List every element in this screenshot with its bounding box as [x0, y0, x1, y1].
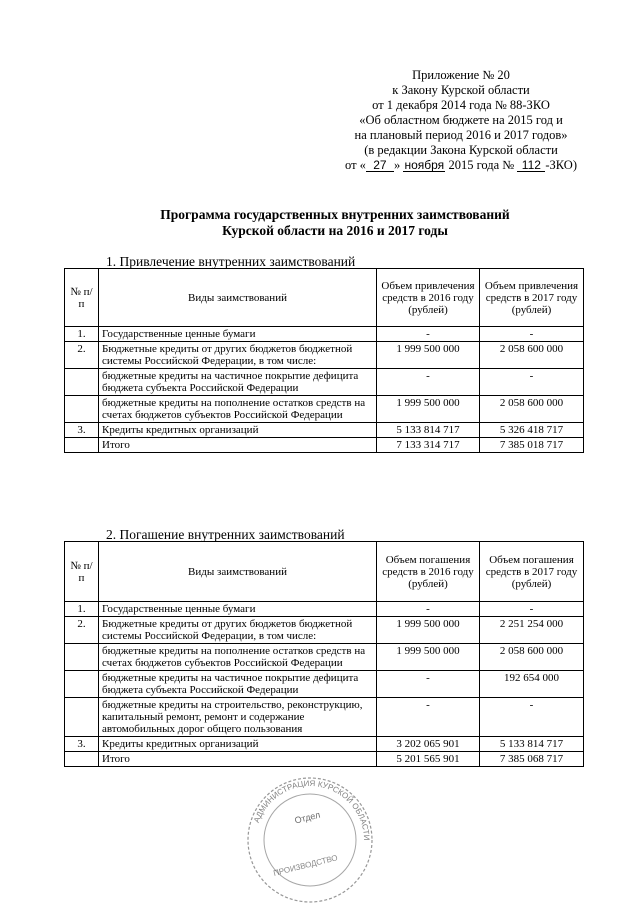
row-num [65, 396, 99, 423]
appendix-date-suffix: -ЗКО) [545, 158, 577, 172]
row-2017: - [480, 602, 584, 617]
row-kind: бюджетные кредиты на пополнение остатков средств на счетах бюджетов субъектов Российской Федерации [99, 644, 377, 671]
table-header-row [65, 542, 584, 602]
table-header-row [65, 269, 584, 327]
row-num: 3. [65, 737, 99, 752]
row-num [65, 369, 99, 396]
row-num [65, 698, 99, 737]
header-2017: Объем погашения средств в 2017 году (рублей) [480, 542, 584, 602]
row-2016: - [377, 602, 480, 617]
row-num: 2. [65, 617, 99, 644]
table-row [65, 602, 584, 617]
row-kind: Итого [99, 438, 377, 453]
row-2016: - [377, 671, 480, 698]
repayment-table [64, 541, 584, 767]
row-2017: 5 326 418 717 [480, 423, 584, 438]
table-row [65, 617, 584, 644]
row-kind: бюджетные кредиты на частичное покрытие дефицита бюджета субъекта Российской Федерации [99, 671, 377, 698]
header-2017: Объем привлечения средств в 2017 году (рублей) [480, 269, 584, 327]
row-2016: 5 201 565 901 [377, 752, 480, 767]
row-2017: 192 654 000 [480, 671, 584, 698]
row-2017: - [480, 327, 584, 342]
table-row [65, 737, 584, 752]
stamp-number-text: ПРОИЗВОДСТВО [272, 853, 339, 878]
row-kind: бюджетные кредиты на строительство, реконструкцию, капитальный ремонт, ремонт и содержание автомобильных дорог общего пользования [99, 698, 377, 737]
row-2016: 3 202 065 901 [377, 737, 480, 752]
header-2016: Объем погашения средств в 2016 году (рублей) [377, 542, 480, 602]
appendix-date-year: 2015 года № [445, 158, 518, 172]
row-num [65, 438, 99, 453]
row-2016: 5 133 814 717 [377, 423, 480, 438]
row-num [65, 644, 99, 671]
stamp-ring-text: АДМИНИСТРАЦИЯ КУРСКОЙ ОБЛАСТИ [252, 778, 372, 841]
row-2016: 1 999 500 000 [377, 396, 480, 423]
row-2016: - [377, 327, 480, 342]
appendix-date-prefix: от « [345, 158, 366, 172]
row-kind: бюджетные кредиты на частичное покрытие дефицита бюджета субъекта Российской Федерации [99, 369, 377, 396]
row-2016: 1 999 500 000 [377, 617, 480, 644]
appendix-line-6: (в редакции Закона Курской области [364, 143, 558, 157]
header-2016: Объем привлечения средств в 2016 году (рублей) [377, 269, 480, 327]
row-2016: - [377, 369, 480, 396]
row-kind: Государственные ценные бумаги [99, 327, 377, 342]
document-title [80, 207, 590, 239]
appendix-line-2: к Закону Курской области [392, 83, 530, 97]
row-2017: 5 133 814 717 [480, 737, 584, 752]
appendix-law-number: 112 [517, 159, 545, 172]
row-num [65, 752, 99, 767]
row-num: 1. [65, 602, 99, 617]
title-line-1: Программа государственных внутренних заимствований [160, 207, 510, 222]
table-total-row [65, 752, 584, 767]
row-2017: 2 058 600 000 [480, 396, 584, 423]
table-row [65, 342, 584, 369]
row-kind: Бюджетные кредиты от других бюджетов бюджетной системы Российской Федерации, в том числе: [99, 617, 377, 644]
row-kind: бюджетные кредиты на пополнение остатков средств на счетах бюджетов субъектов Российской Федерации [99, 396, 377, 423]
stamp-inner-ring [264, 794, 356, 886]
row-num: 3. [65, 423, 99, 438]
appendix-line-3: от 1 декабря 2014 года № 88-ЗКО [372, 98, 550, 112]
table-row [65, 369, 584, 396]
table-row [65, 423, 584, 438]
appendix-line-5: на плановый период 2016 и 2017 годов» [354, 128, 568, 142]
stamp-outer-ring [248, 778, 372, 902]
row-num: 2. [65, 342, 99, 369]
row-2016: 1 999 500 000 [377, 644, 480, 671]
table-row [65, 644, 584, 671]
appendix-date-month: ноября [404, 158, 445, 172]
section-1-heading: 1. Привлечение внутренних заимствований [106, 254, 356, 269]
row-2017: 7 385 018 717 [480, 438, 584, 453]
section-2-heading: 2. Погашение внутренних заимствований [106, 527, 345, 542]
appendix-date-day: 27 [366, 159, 394, 172]
row-2017: 2 251 254 000 [480, 617, 584, 644]
row-kind: Бюджетные кредиты от других бюджетов бюджетной системы Российской Федерации, в том числе: [99, 342, 377, 369]
row-2016: 7 133 314 717 [377, 438, 480, 453]
stamp-inner-text: Отдел [293, 809, 322, 826]
appendix-line-4: «Об областном бюджете на 2015 год и [359, 113, 563, 127]
appendix-date-mid: » [393, 158, 404, 172]
row-2017: 2 058 600 000 [480, 342, 584, 369]
title-line-2: Курской области на 2016 и 2017 годы [222, 223, 448, 238]
table-row [65, 671, 584, 698]
table-row [65, 698, 584, 737]
appendix-line-1: Приложение № 20 [412, 68, 510, 82]
row-kind: Кредиты кредитных организаций [99, 737, 377, 752]
row-kind: Кредиты кредитных организаций [99, 423, 377, 438]
header-num: № п/п [65, 269, 99, 327]
header-kind: Виды заимствований [99, 542, 377, 602]
row-2017: - [480, 698, 584, 737]
appendix-line-7 [330, 158, 592, 173]
row-2017: - [480, 369, 584, 396]
row-2017: 2 058 600 000 [480, 644, 584, 671]
table-row [65, 396, 584, 423]
table-total-row [65, 438, 584, 453]
row-num: 1. [65, 327, 99, 342]
header-num: № п/п [65, 542, 99, 602]
row-kind: Государственные ценные бумаги [99, 602, 377, 617]
row-kind: Итого [99, 752, 377, 767]
row-2016: 1 999 500 000 [377, 342, 480, 369]
header-kind: Виды заимствований [99, 269, 377, 327]
row-2017: 7 385 068 717 [480, 752, 584, 767]
appendix-block [330, 68, 592, 173]
row-num [65, 671, 99, 698]
official-stamp [245, 775, 375, 905]
table-row [65, 327, 584, 342]
row-2016: - [377, 698, 480, 737]
borrowing-table [64, 268, 584, 453]
